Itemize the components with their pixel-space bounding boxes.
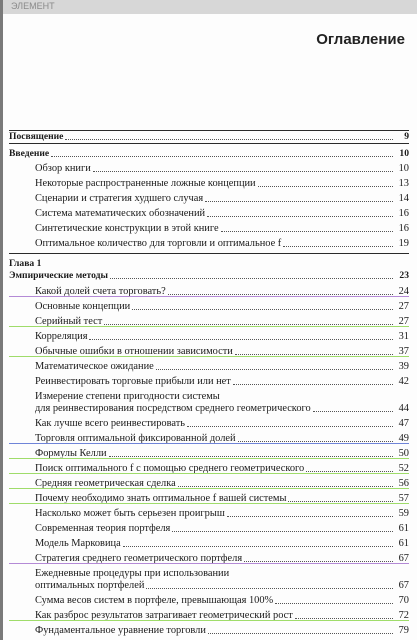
toc-entry[interactable] (9, 286, 409, 298)
toc-entry[interactable] (9, 625, 409, 637)
toc-entry-title: Эмпирические методы (9, 270, 108, 281)
toc-leader-dots (156, 369, 393, 370)
toc-entry[interactable] (9, 361, 409, 373)
toc-leader-dots (123, 546, 393, 547)
toc-entry-title: Обычные ошибки в отношении зависимости (35, 346, 233, 357)
toc-entry[interactable] (9, 463, 409, 475)
toc-entry-title: Какой долей счета торговать? (35, 286, 166, 297)
toc-entry-title: Серийный тест (35, 316, 103, 327)
toc-entry-page: 27 (398, 301, 409, 312)
toc-entry-title: Сценарии и стратегия худшего случая (35, 193, 204, 204)
toc-entry-multiline[interactable] (9, 568, 409, 592)
toc-entry[interactable] (9, 595, 409, 607)
highlight-underline (9, 458, 409, 459)
toc-entry-page: 9 (404, 131, 409, 142)
toc-entry[interactable] (9, 178, 409, 190)
toc-leader-dots (172, 531, 393, 532)
scanned-header-strip (3, 0, 417, 14)
toc-entry[interactable] (9, 131, 409, 143)
toc-leader-dots (187, 426, 393, 427)
toc-entry[interactable] (9, 418, 409, 430)
toc-entry-page: 23 (399, 270, 409, 281)
toc-entry[interactable] (9, 538, 409, 550)
toc-entry-page: 52 (398, 463, 409, 474)
toc-entry[interactable] (9, 316, 409, 328)
toc-entry[interactable] (9, 553, 409, 565)
highlight-underline (9, 563, 409, 564)
toc-entry-title: Основные концепции (35, 301, 131, 312)
highlight-underline (9, 296, 409, 297)
toc-entry-title: Модель Марковица (35, 538, 121, 549)
highlight-underline (9, 488, 409, 489)
toc-leader-dots (109, 456, 393, 457)
toc-entry[interactable] (9, 493, 409, 505)
toc-entry-title: Синтетические конструкции в этой книге (35, 223, 219, 234)
toc-entry[interactable] (9, 478, 409, 490)
toc-entry-page: 39 (398, 361, 409, 372)
highlight-underline (9, 503, 409, 504)
toc-entry-title: Реинвестировать торговые прибыли или нет (35, 376, 231, 387)
toc-leader-dots (104, 324, 393, 325)
highlight-underline (9, 443, 409, 444)
toc-entry-page: 61 (398, 523, 409, 534)
toc-entry-page: 14 (398, 193, 409, 204)
toc-entry-page: 67 (398, 553, 409, 564)
toc-entry-title: Фундаментальное уравнение торговли (35, 625, 206, 636)
toc-entry-title: Стратегия среднего геометрического портфеля (35, 553, 243, 564)
toc-entry-page: 70 (398, 595, 409, 606)
toc-leader-dots (132, 309, 393, 310)
toc-entry-title: Как разброс результатов затрагивает геометрический рост (35, 610, 293, 621)
toc-entry[interactable] (9, 148, 409, 160)
toc-entry[interactable] (9, 301, 409, 313)
toc-entry-page: 72 (398, 610, 409, 621)
toc-leader-dots (283, 246, 393, 247)
toc-leader-dots (221, 231, 393, 232)
chapter-title-row[interactable] (9, 270, 409, 282)
toc-entry[interactable] (9, 223, 409, 235)
toc-entry-title: Как лучше всего реинвестировать (35, 418, 185, 429)
chapter-number: Глава 1 (9, 258, 42, 269)
toc-entry-title: Формулы Келли (35, 448, 107, 459)
toc-leader-dots (306, 471, 393, 472)
toc-entry-multiline[interactable] (9, 391, 409, 415)
toc-entry-page: 61 (398, 538, 409, 549)
toc-entry-page: 24 (398, 286, 409, 297)
toc-leader-dots (244, 561, 393, 562)
toc-leader-dots (238, 441, 393, 442)
toc-entry-title: Поиск оптимального f с помощью среднего геометрического (35, 463, 305, 474)
toc-entry-title: оптимальных портфелей (35, 580, 145, 591)
toc-entry-title: Система математических обозначений (35, 208, 206, 219)
toc-entry[interactable] (9, 376, 409, 388)
toc-entry[interactable] (9, 346, 409, 358)
toc-entry-title: для реинвестирования посредством среднего геометрического (35, 403, 311, 414)
toc-entry-page: 49 (398, 433, 409, 444)
toc-entry[interactable] (9, 238, 409, 250)
toc-leader-dots (258, 186, 393, 187)
toc-entry-page: 16 (398, 208, 409, 219)
toc-leader-dots (146, 588, 393, 589)
toc-entry-page: 13 (398, 178, 409, 189)
toc-leader-dots (207, 216, 393, 217)
toc-entry-page: 57 (398, 493, 409, 504)
toc-entry-page: 19 (398, 238, 409, 249)
toc-entry-page: 27 (398, 316, 409, 327)
toc-leader-dots (233, 384, 393, 385)
toc-leader-dots (208, 633, 393, 634)
toc-entry[interactable] (9, 208, 409, 220)
toc-entry-title: Насколько может быть серьезен проигрыш (35, 508, 225, 519)
highlight-underline (9, 620, 409, 621)
toc-leader-dots (227, 516, 393, 517)
toc-entry-title: Сумма весов систем в портфеле, превышающая 100% (35, 595, 274, 606)
toc-leader-dots (65, 139, 393, 140)
toc-entry-page: 56 (398, 478, 409, 489)
toc-entry[interactable] (9, 580, 409, 592)
toc-entry-page: 31 (398, 331, 409, 342)
toc-entry-title: Некоторые распространенные ложные концепции (35, 178, 256, 189)
toc-entry-title: Введение (9, 148, 50, 159)
toc-entry-title: Оптимальное количество для торговли и оптимальное f (35, 238, 282, 249)
toc-leader-dots (51, 156, 393, 157)
toc-entry-title-line1: Измерение степени пригодности системы (35, 391, 220, 402)
toc-entry-title-line1: Ежедневные процедуры при использовании (35, 568, 230, 579)
toc-entry[interactable] (9, 448, 409, 460)
table-of-contents (9, 130, 409, 640)
toc-entry-title: Средняя геометрическая сделка (35, 478, 176, 489)
toc-entry-title: Корреляция (35, 331, 88, 342)
toc-entry-page: 47 (398, 418, 409, 429)
toc-entry-title: Почему необходимо знать оптимальное f вашей системы (35, 493, 287, 504)
toc-leader-dots (313, 411, 393, 412)
toc-entry[interactable] (9, 433, 409, 445)
toc-entry-title: Обзор книги (35, 163, 91, 174)
toc-entry-page: 16 (398, 223, 409, 234)
toc-entry-page: 10 (399, 148, 409, 159)
highlight-underline (9, 356, 409, 357)
toc-entry-page: 10 (398, 163, 409, 174)
toc-entry[interactable] (9, 193, 409, 205)
highlight-underline (9, 326, 409, 327)
toc-leader-dots (110, 278, 393, 279)
toc-leader-dots (178, 486, 393, 487)
toc-entry-title: Современная теория портфеля (35, 523, 171, 534)
toc-leader-dots (89, 339, 393, 340)
toc-leader-dots (93, 171, 393, 172)
toc-leader-dots (295, 618, 393, 619)
toc-leader-dots (205, 201, 393, 202)
toc-entry-page: 59 (398, 508, 409, 519)
toc-entry[interactable] (9, 523, 409, 535)
toc-entry-page: 79 (398, 625, 409, 636)
toc-entry[interactable] (9, 331, 409, 343)
toc-entry[interactable] (9, 508, 409, 520)
toc-leader-dots (235, 354, 393, 355)
toc-entry-title: Посвящение (9, 131, 64, 142)
toc-entry-page: 67 (398, 580, 409, 591)
toc-entry[interactable] (9, 610, 409, 622)
toc-entry-page: 37 (398, 346, 409, 357)
toc-entry-page: 50 (398, 448, 409, 459)
toc-leader-dots (168, 294, 393, 295)
page-title: Оглавление (316, 31, 405, 48)
toc-leader-dots (288, 501, 393, 502)
toc-entry-page: 44 (398, 403, 409, 414)
toc-leader-dots (275, 603, 393, 604)
toc-entry[interactable] (9, 403, 409, 415)
toc-entry-page: 42 (398, 376, 409, 387)
toc-entry-title: Математическое ожидание (35, 361, 154, 372)
highlight-underline (9, 473, 409, 474)
toc-entry[interactable] (9, 163, 409, 175)
toc-entry-title: Торговля оптимальной фиксированной долей (35, 433, 236, 444)
running-header: ЭЛЕМЕНТ (11, 1, 55, 11)
